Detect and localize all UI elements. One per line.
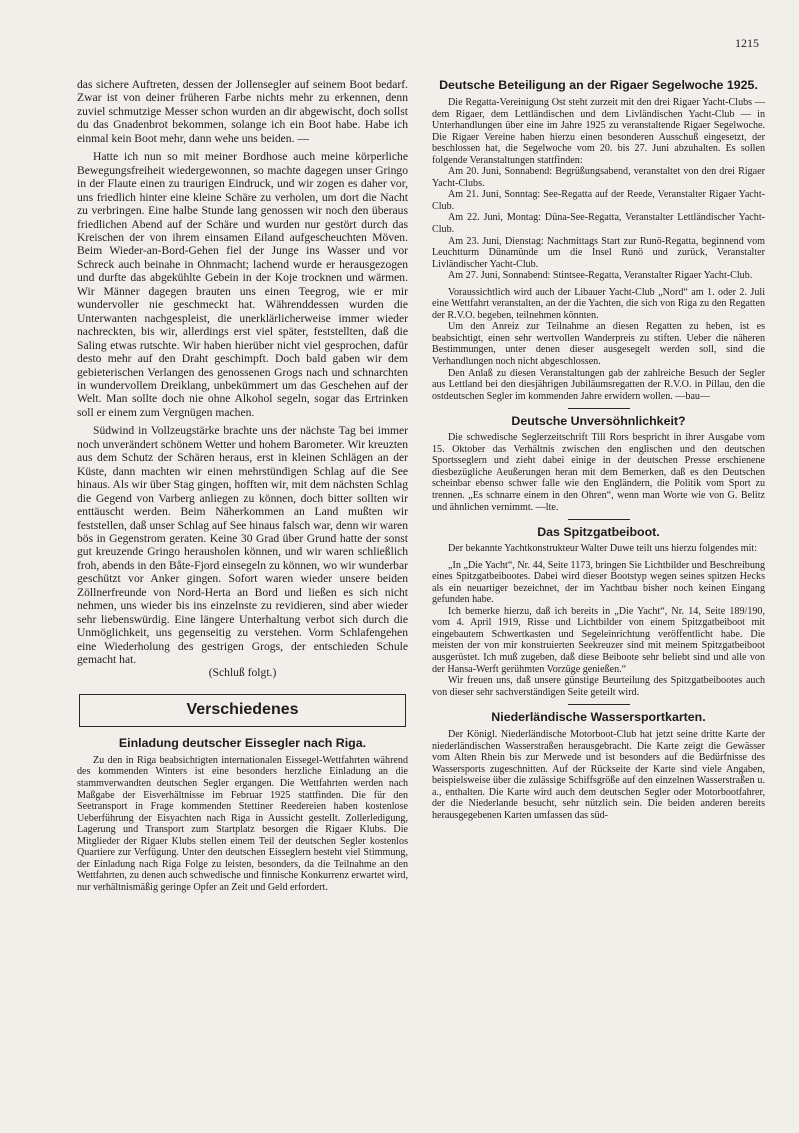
article-spitzgatbeiboot: [432, 525, 765, 698]
article-heading: Das Spitzgatbeiboot.: [537, 525, 660, 540]
article-heading: Einladung deutscher Eissegler nach Riga.: [118, 735, 367, 750]
left-column: [77, 78, 408, 894]
article-paragraph: Um den Anreiz zur Teilnahme an diesen Regatten zu heben, ist es beabsichtigt, einen sehr wertvollen Wanderpreis zu stiften. Ueber die näheren Bestimmungen, unter denen dieser ausgesegelt werden soll, sind die Verhandlungen noch nicht abgeschlossen.: [432, 321, 765, 368]
article-heading: Deutsche Unversöhnlichkeit?: [511, 414, 686, 429]
separator-rule: [568, 704, 630, 705]
story-paragraph: das sichere Auftreten, dessen der Jollensegler auf seinem Boot bedarf. Zwar ist von deiner früheren Farbe nichts mehr zu erkennen, denn zuviel schmutzige Messer schon wurden an dir abgewischt, doch sollst du das Gnadenbrot bekommen, solange ich ein Boot habe. Habe ich einmal kein Boot mehr, dann wehe uns beiden. —: [77, 78, 408, 145]
article-heading: Deutsche Beteiligung an der Rigaer Segelwoche 1925.: [439, 78, 758, 92]
article-paragraph: Der Königl. Niederländische Motorboot-Club hat jetzt seine dritte Karte der niederländischen Wasserstraßen herausgebracht. Die Karte zeigt die Gewässer vom Alten Rhein bis zur Merwede und ist besonders auf die Bedürfnisse des Wassersports zugeschnitten. Auf der Rückseite der Karte sind viele Angaben, beispielsweise über die zulässige Schiffsgröße auf den einzelnen Wasserstraßen u. a., enthalten. Die Karte wird auch dem deutschen Segler oder Motorbootfahrer, der die Niederlande besucht, sehr nützlich sein. Die beiden anderen bereits herausgegebenen Karten umfassen das süd-: [432, 729, 765, 821]
article-paragraph: Ich bemerke hierzu, daß ich bereits in „Die Yacht“, Nr. 14, Seite 189/190, vom 4. April 1919, Risse und Lichtbilder von einem Spitzgatbeiboot mit eingebautem Schwertkasten und Segeleinrichtung veröffentlicht habe. Die meisten der von mir konstruierten Seekreuzer sind mit meinem Spitzgatbeiboot ausgerüstet. Ich muß zugeben, daß diese Beiboote sehr beliebt sind und alle von der Hansa-Werft gerühmten Vorzüge genießen.“: [432, 605, 765, 675]
article-paragraph: Der bekannte Yachtkonstrukteur Walter Duwe teilt uns hierzu folgendes mit:: [448, 543, 758, 555]
event-line: Am 27. Juni, Sonnabend: Stintsee-Regatta, Veranstalter Rigaer Yacht-Club.: [448, 270, 753, 282]
separator-rule: [568, 408, 630, 409]
section-title-box: [79, 694, 406, 727]
article-paragraph: Die Regatta-Vereinigung Ost steht zurzeit mit den drei Rigaer Yacht-Clubs — dem Rigaer, dem Lettländischen und dem Livländischen Yacht-Club — in Unterhandlungen über eine im Jahre 1925 zu veranstaltende Rigaer Segelwoche. Die Rigaer Vereine haben hierzu einen besonderen Ausschuß eingesetzt, der beschlossen hat, die Segelwoche vom 20. bis 27. Juni abzuhalten. Es sollen folgende Veranstaltungen stattfinden:: [432, 97, 765, 166]
event-line: Am 22. Juni, Montag: Düna-See-Regatta, Veranstalter Lettländischer Yacht-Club.: [432, 212, 765, 236]
right-column: [432, 78, 765, 822]
event-line: Am 21. Juni, Sonntag: See-Regatta auf der Reede, Veranstalter Rigaer Yacht-Club.: [432, 189, 765, 212]
article-heading: Niederländische Wassersportkarten.: [491, 710, 706, 725]
separator-rule: [568, 519, 630, 520]
story-paragraph: Südwind in Vollzeugstärke brachte uns der nächste Tag bei immer noch unverändert schönem Wetter und hohem Barometer. Wir kreuzten aus dem Schutz der Schären heraus, erst in kleinen Schlägen an der Küste, dann machten wir einen mehrstündigen Schlag auf die See hinaus. Als wir über Stag gingen, hofften wir, mit dem nächsten Schlag die Gegend von Varberg anliegen zu können, doch bitter sollten wir enttäuscht werden. Beim Näherkommen an Land mußten wir feststellen, daß unser Schlag auf See hinaus falsch war, denn wir waren bös in Gegenstrom geraten. Keine 30 Grad über Grund hatte der sonst gut kreuzende Gringo herausholen können, und wir waren schließlich froh, abends in den Båte-Fjord einsegeln zu können, wo wir wunderbar geschützt vor Anker gingen. Sofort waren wieder unsere beiden Zöllnerfreunde von Nord-Herta an Bord und ließen es sich nicht nehmen, uns wieder bis ins einzelnste zu revidieren, sind aber wieder sehr liebenswürdig. Eine längere Unterhaltung verbot sich durch die Unmöglichkeit, uns gegenseitig zu verstehen. Vorm Schlafengehen eine Wiederholung des gestrigen Grogs, der entschieden Schule gemacht hat.: [77, 424, 408, 667]
to-be-continued-note: (Schluß folgt.): [208, 666, 277, 680]
article-paragraph: „In „Die Yacht“, Nr. 44, Seite 1173, bringen Sie Lichtbilder und Beschreibung eines Spitzgatbeibootes. Dabei wird dieser Bootstyp wegen seines spitzen Hecks als ein neuartiger bezeichnet, der im Yachtbau bisher noch keinen Eingang gefunden habe.: [432, 559, 765, 606]
article-paragraph: Wir freuen uns, daß unsere günstige Beurteilung des Spitzgatbeibootes auch von dieser sehr sachverständigen Seite geteilt wird.: [432, 675, 765, 698]
story-paragraph: Hatte ich nun so mit meiner Bordhose auch meine körperliche Bewegungsfreiheit wiedergewonnen, so machte dagegen unser Gringo in der Flaute einen zu traurigen Eindruck, und wir zogen es daher vor, uns friedlich hinter eine kleine Schäre zu verholen, um dort die Nacht zu verbringen. Eine halbe Stunde lang genossen wir noch den überaus friedlichen Abend auf der Schäre und wurden nur gestört durch das Kreischen der von ihrem einsamen Eiland aufgescheuchten Möven. Beim Wieder-an-Bord-Gehen fiel der Junge ins Wasser und vor Schreck auch beinahe in Ohnmacht; lachend wurde er herausgezogen und durfte das abgekühlte Gebein in der Koje trocknen und wärmen. Wir Männer dagegen brauten uns einen Teegrog, wie er mir wundervoller nie geschmeckt hat. Währenddessen wurden die Unterwanten nachgespleist, die unerklärlicherweise immer wieder nachreckten, bis wir, allerdings erst viel später, feststellten, daß die Saling etwas rutschte. Wir haben hierüber nicht viel gesprochen, dafür desto mehr auf den Draht geschimpft. Doch bald gaben wir dem gebieterischen Verlangen des genossenen Grogs nach und schnarchten in wundervollem Dreiklang, unbekümmert um das Geschehen auf der Welt. Man sollte doch nie ohne Alkohol segeln, sogar das Ertrinken soll er einem zum Vergnügen machen.: [77, 150, 408, 419]
event-line: Am 20. Juni, Sonnabend: Begrüßungsabend, veranstaltet von den drei Rigaer Yacht-Clubs.: [432, 166, 765, 189]
article-eissegler: [77, 736, 408, 894]
article-paragraph: Zu den in Riga beabsichtigten internationalen Eissegel-Wettfahrten während des kommenden Winters ist eine besonders herzliche Einladung an die stammverwandten deutschen Segler ergangen. Die Wettfahrten werden nach Maßgabe der Eisverhältnisse im Februar 1925 stattfinden. Die für den Seetransport in Frage kommenden Stettiner Reedereien haben kostenlose Ueberführung der Eisyachten nach Riga in Aussicht gestellt. Zollerledigung, Lagerung und Transport zum Startplatz besorgen die Rigaer Klubs. Die Mitglieder der Rigaer Klubs stellen einem Teil der deutschen Segler kostenlos Quartiere zur Verfügung. Unter den deutschen Eisseglern besteht viel Stimmung, der Einladung nach Riga Folge zu leisten, besonders, da die Teilnahme an den Wettfahrten, zu denen auch schwedische und finnische Konkurrenz erwartet wird, nur verhältnismäßig geringe Opfer an Zeit und Geld erfordert.: [77, 754, 408, 893]
section-title: Verschiedenes: [186, 700, 299, 718]
article-paragraph: Voraussichtlich wird auch der Libauer Yacht-Club „Nord“ am 1. oder 2. Juli eine Wettfahrt veranstalten, an der die Yachten, die sich von Riga zu den Regatten der R.V.O. begeben, teilnehmen könnten.: [432, 286, 765, 321]
article-rigaer-segelwoche: [432, 78, 765, 402]
article-wassersportkarten: [432, 710, 765, 821]
article-paragraph: Die schwedische Seglerzeitschrift Till Rors bespricht in ihrer Ausgabe vom 15. Oktober das Verhältnis zwischen den englischen und den deutschen Sportsseglern und zieht dabei einige in der deutschen Presse erschienene diesbezügliche Aeußerungen heran mit dem Bemerken, daß es den Deutschen scheinbar ebenso schwer falle wie den Engländern, die Politik vom Sport zu trennen. „Es schnarre einem in den Ohren“, wenn man Worte wie von G. Belitz und ähnlichen vernimmt. —lte.: [432, 432, 765, 513]
page-number: 1215: [735, 36, 759, 50]
article-paragraph: Den Anlaß zu diesen Veranstaltungen gab der zahlreiche Besuch der Segler aus Lettland bei den diesjährigen Jubiläumsregatten der R.V.O. in Pillau, den die ostdeutschen Segler im kommenden Jahre erwidern wollen. —bau—: [432, 367, 765, 402]
event-line: Am 23. Juni, Dienstag: Nachmittags Start zur Runö-Regatta, beginnend vom Leuchtturm Dünamünde um die Insel Runö und zurück, Veranstalter Livländischer Yacht-Club.: [432, 235, 765, 270]
article-unversoehnlichkeit: [432, 414, 765, 513]
